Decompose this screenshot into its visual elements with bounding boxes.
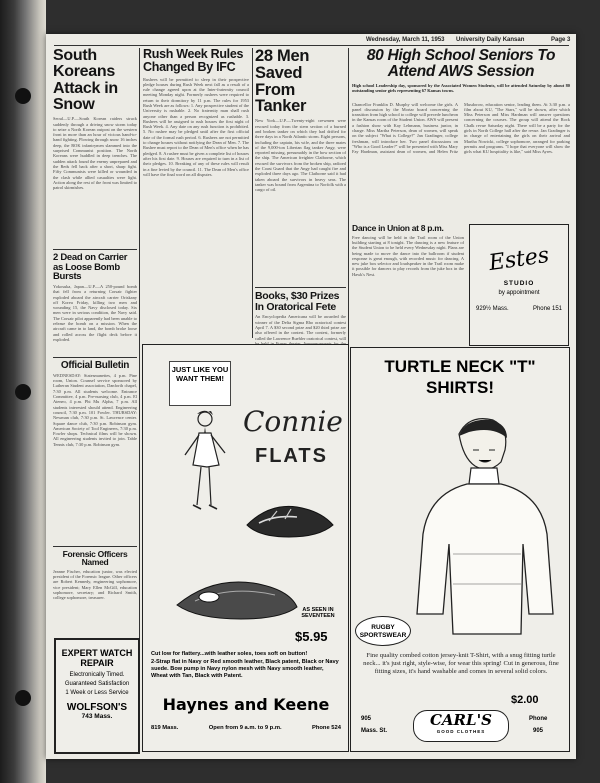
ad-expert-name: WOLFSON'S — [66, 702, 128, 713]
story-aws: Chancellor Franklin D. Murphy will welcome the girls. A panel discussion by the Mortar board concerning the transition from high school to college will precede luncheon in the Kansas room of the Student Union. AWS will present a fashion show with Kay Lehmann, business junior, in charge. Miss Martha Peterson, dean of women, will speak on the subject "What is College?" Jan Gradinger, college freshman, will introduce her. Two panel discussions on "Who is a Good Leader?" will be presented with Miss Mary Fay Hardman, assistant dean of women, and Helen Fritz Musdorow, education senior, leading them. At 3:30 p.m. a film about KU, "The Stars," will be shown, after which Miss Peterson and Miss Hardman will answer questions concerning the courses. The group will attend the Rock Chalk revue Saturday night. There will be a party for the girls in North College hall after the revue. Jan Gradinger is in charge of entertaining the girls on their arrival and Martha Nowicki, college sophomore, arranged for parking permits and programs. "I hope that everyone will show the girls what KU hospitality is like," said Miss Ayres. — [352, 101, 570, 155]
shoe-illustration-top — [239, 485, 339, 545]
ad-wolfsons-watch-repair — [54, 638, 140, 754]
headline-forensic-officers: Forensic Officers Named — [62, 548, 128, 568]
headline-rush-week: Rush Week Rules Changed By IFC — [143, 47, 244, 74]
story-tanker: New York—U.P.—Twenty-eight crewmen were rescued today from the stern section of a burned and broken tanker on which they had drifted for three days in a North Atlantic storm. Eight persons, including the captain, his wife, and the three mates of the 9,000-ton Liberian flag tanker Angy, were reported missing, presumably in the bow section of the ship. The American freighter Claiborne, which rescued the survivors from the broken ship, radioed the Coast Guard that the Angy had caught fire and exploded three days ago. The Claiborne said it had taken aboard the survivors in heavy seas. The tanker was bound from Argentina to Norfolk with a cargo of oil. — [255, 118, 346, 193]
connie-seen-in: AS SEEN IN SEVENTEEN — [301, 607, 335, 619]
headline-carrier: 2 Dead on Carrier as Loose Bomb Bursts — [53, 251, 128, 283]
headline-tanker: 28 Men Saved From Tanker — [255, 47, 310, 116]
binder-edge — [0, 0, 46, 783]
headline-bulletin: Official Bulletin — [60, 359, 130, 371]
ad-estes-studio — [469, 224, 569, 346]
headline-oratorical: Books, $30 Prizes In Oratorical Fete — [255, 290, 340, 313]
masthead-paper: University Daily Kansan — [456, 37, 525, 43]
connie-desc1: Cut low for flattery...with leather soles, toes soft on button! — [151, 651, 308, 657]
studio-logo: Estes — [487, 242, 551, 277]
shoe-illustration-bottom — [171, 559, 301, 629]
headline-aws: 80 High School Seniors To Attend AWS Session — [366, 47, 556, 80]
masthead-rule — [54, 45, 569, 46]
ad-expert-line4: Guaranteed Satisfaction — [64, 681, 130, 687]
connie-hours: Open from 9 a.m. to 9 p.m. — [208, 725, 282, 731]
man-illustration — [409, 414, 559, 654]
masthead-date: Wednesday, March 11, 1953 — [366, 37, 445, 43]
col2-story — [143, 48, 249, 315]
turtle-phone: 905 — [533, 728, 544, 734]
newspaper-page — [46, 34, 576, 759]
woman-illustration — [163, 405, 243, 555]
story-dance: Free dancing will be held in the Trail room of the Union building starting at 8 tonight. The dancing is a new feature of the Student Union to be held every Wednesday night. Plans are being made to move the dance into the ballroom if student response is great enough, with recorded music for dancing. A new juke box selector and loudspeaker in the Trail room make it possible for dancers to play records from the juke box in the Hawk's Nest. — [352, 234, 464, 277]
col4-story — [352, 48, 570, 217]
studio-sub: by appointment — [498, 290, 540, 296]
turtle-phone-label: Phone — [529, 716, 548, 722]
binder-hole — [15, 88, 31, 104]
ad-expert-address: 743 Mass. — [81, 713, 113, 720]
carls-store-name: CARL'S — [429, 711, 492, 729]
story-forensic-officers: Jeanne Fischer, education junior, was elected president of the Forensic league. Other officers are Robert Kennedy, engineering sophomore, vice president; Mary Ellen McGill, education sophomore, secretary; and Richard Smith, college sophomore, treasurer. — [53, 568, 137, 601]
rugby-badge: RUGBY SPORTSWEAR — [355, 616, 411, 646]
turtle-address-street: Mass. St. — [361, 728, 388, 734]
ad-expert-line1: EXPERT WATCH — [61, 648, 133, 658]
turtle-address-num: 905 — [361, 716, 372, 722]
column-rule — [348, 48, 349, 368]
studio-phone: Phone 151 — [532, 306, 562, 312]
connie-tagline: JUST LIKE YOU WANT THEM! — [169, 361, 231, 406]
headline-south-koreans: South Koreans Attack in Snow — [53, 47, 118, 113]
connie-desc2: 2-Strap flat in Navy or Red smooth leather, Black patent, Black or Navy suede. Bow pump in Navy nylon mesh with Navy smooth leather, Wheat with Tan, Black with Patent. — [151, 659, 339, 679]
connie-flats-word: FLATS — [255, 445, 328, 467]
aws-lead: High school Leadership day, sponsored by the Associated Women Students, will be attended Saturday by about 80 outstanding senior girls representing 67 Kansas towns. — [352, 82, 570, 93]
turtle-price: $2.00 — [511, 694, 539, 706]
story-rush-week: Rushees will be permitted to sleep in their prospective pledge houses during Rush Week next fall as a result of a rule change agreed upon at the Inter-fraternity council meeting Monday night. Formerly rushees were required to return to their dormitory by 11 p.m. The rules for 1953 Rush Week are as follows: 1. Any prospective student of the University is rushable. 2. No fraternity man shall rush anyone other than a person recognized as rushable. 3. Rushees will be assigned to rush houses the first night of Rush Week. 4. Any date on any rush function is prohibited. 5. No rushee may be pledged until after the first official date of the formal rush period. 6. Rushees are not permitted to change houses without notifying the Dean of Men. 7. The Rushee must report to the Dean of Men's office when he has pledged. 8. A rushee must be given a complete list of houses after his first date. 9. Houses are required to turn in a list of their pledges. 10. Breaking of any of these rules will result in a fine levied by the council. 11. The Dean of Men's office will have the final word on all disputes. — [143, 76, 249, 177]
ad-connie-flats — [142, 344, 349, 752]
binder-hole — [15, 384, 31, 400]
binder-hole — [15, 690, 31, 706]
connie-brand: Connie — [243, 405, 343, 438]
turtle-copy: Fine quality combed cotton jersey-knit T-Shirt, with a snug fitting turtle neck... it's just right, style-wise, for wear this spring! Cut in generous, fine fitting sizes, it's hand washable and comes in several solid colors. — [363, 652, 559, 676]
ad-carls-turtle-neck — [350, 347, 570, 752]
turtle-headline: TURTLE NECK "T" SHIRTS! — [384, 357, 536, 397]
connie-address: 819 Mass. — [151, 725, 179, 731]
headline-dance: Dance in Union at 8 p.m. — [352, 223, 444, 233]
connie-store: Haynes and Keene — [162, 695, 330, 714]
carls-sub: GOOD CLOTHES — [436, 729, 486, 734]
dance-story — [352, 224, 464, 317]
carls-logo — [413, 710, 509, 742]
ad-expert-line3: Electronically Timed. — [69, 672, 125, 678]
story-carrier: Yokosuka, Japan—U.P.—A 250-pound bomb that fell from a returning Corsair fighter exploded aboard the aircraft carrier Oriskany off Korea Friday, killing two men and wounding 15, the Navy disclosed today. Six men were in serious condition, the Navy said. The Corsair pilot apparently had been unable to release the bomb on a mission. When the aircraft came in to land, the bomb broke loose and rolled across the flight deck before it exploded. — [53, 284, 137, 342]
connie-price: $5.95 — [295, 629, 328, 644]
story-south-koreans: Seoul—U.P.—South Korean raiders struck suddenly through a driving snow storm today to seize a North Korean outpost on the western front in more than an hour of vicious hand-to-hand fighting. Plowing through snow 16 inches deep, the ROK infantrymen slammed into the surprised Communist position. The North Koreans were huddled in deep trenches. The sudden attack found the enemy unprepared and the Reds fell back after a short, sharp fight. Fifty Communists were killed or wounded in the clash while allied casualties were light. Action along the rest of the front was limited to patrol skirmishes. — [53, 116, 137, 191]
ad-expert-line5: 1 Week or Less Service — [65, 690, 129, 696]
studio-label: STUDIO — [503, 280, 535, 287]
bulletin-text: WEDNESDAY: Statesmanettes, 4 p.m. Pine room, Union. Counsel service sponsored by Lutheran Student association, Danforth chapel, 7:30 p.m. All students welcome. Entrance Committee, 4 p.m. Pre-nursing club, 4 p.m. El Ateneo, 4 p.m. Phi Mu Alpha, 7 p.m. All students interested should attend. Engineering council, 7:30 p.m. 101 Fowler. THURSDAY: Newman club, 7:30 p.m. St. Lawrence center. Square dance club, 7:30 p.m. Robinson gym. American Society of Tool Engineers, 7:30 p.m. Fowler shops. Technical films will be shown. All engineering students invited to join. Table Tennis club, 7:30 p.m. Robinson gym. — [53, 372, 137, 447]
masthead-page: Page 3 — [551, 37, 571, 43]
studio-address: 929½ Mass. — [476, 306, 509, 312]
ad-expert-line2: REPAIR — [80, 658, 114, 668]
connie-phone: Phone 524 — [311, 725, 341, 731]
column-rule — [252, 48, 253, 338]
col1-story — [53, 48, 137, 611]
story-oratorical: An Encyclopedia Americana will be awarded the winner of the Delta Sigma Rho oratorical contest April 7. A $30 second prize and $20 third prize are also offered in the contest. The contest, formerly called the Lawrence Buehler oratorical contest, will — [255, 314, 346, 341]
